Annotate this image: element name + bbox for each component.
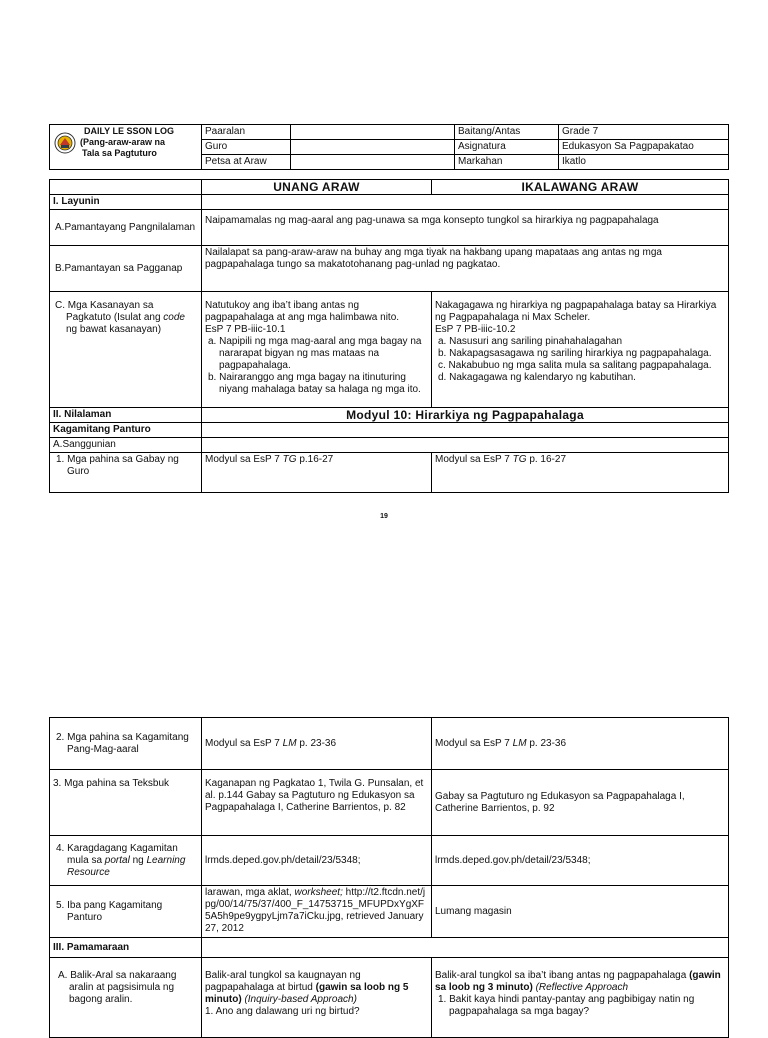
label-asignatura: Asignatura [455,140,559,155]
column-ikalawang-araw: IKALAWANG ARAW [432,180,729,195]
iba-day1: larawan, mga aklat, worksheet; http://t2.ftcdn.net/jpg/00/14/75/37/400_F_14753715_MFUPDxYgXF5A5h9pe9ygpyLjm7a7iCku.jpg, retrieved January 27, 2012 [202,886,432,938]
value-markahan: Ikatlo [559,155,729,170]
lesson-table [49,179,729,493]
text-pamantayan-pagganap: Nailalapat sa pang-araw-araw na buhay ang mga tiyak na hakbang upang mapataas ang antas ng mga pagpapahalaga tungo sa makatotohanang pag-unlad ng pagkatao. [202,246,729,292]
deped-seal-icon [54,132,76,154]
modyul-title: Modyul 10: Hirarkiya ng Pagpapahalaga [202,408,729,423]
label-markahan: Markahan [455,155,559,170]
label-guro: Guro [202,140,291,155]
daily-lesson-log-title [50,125,202,170]
text-pamantayang-pangnilalaman: Naipamamalas ng mag-aaral ang pag-unawa sa mga konsepto tungkol sa hirarkiya ng pagpapahalaga [202,210,729,246]
label-iba-pang-kagamitan: 5. Iba pang Kagamitang Panturo [50,886,202,938]
section-kagamitan: Kagamitang Panturo [50,423,202,438]
iba-day2: Lumang magasin [432,886,729,938]
label-pamantayang-pangnilalaman: A.Pamantayang Pangnilalaman [50,210,202,246]
kasanayan-day1: Natutukoy ang iba’t ibang antas ng pagpapahalaga at ang mga halimbawa nito. EsP 7 PB-iiic-10.1 a. Napipili ng mga mag-aaral ang mga bagay na nararapat bigyan ng mas mataas na pagpapahalaga. b. Nairaranggo ang mga bagay na itinuturing niyang mahalaga batay sa halaga ng mga ito. [202,292,432,408]
value-guro [291,140,455,155]
label-petsa: Petsa at Araw [202,155,291,170]
karagdagang-day2: lrmds.deped.gov.ph/detail/23/5348; [432,836,729,886]
lm-day1: Modyul sa EsP 7 LM p. 23-36 [202,718,432,770]
label-teksbuk: 3. Mga pahina sa Teksbuk [50,770,202,836]
balik-day1: Balik-aral tungkol sa kaugnayan ng pagpapahalaga at birtud (gawin sa loob ng 5 minuto) (Inquiry-based Approach) 1. Ano ang dalawang uri ng birtud? [202,958,432,1038]
lesson-table-continued [49,717,729,1038]
gabay-day2: Modyul sa EsP 7 TG p. 16-27 [432,453,729,493]
label-balik-aral: A. Balik-Aral sa nakaraang aralin at pagsisimula ng bagong aralin. [50,958,202,1038]
lm-day2: Modyul sa EsP 7 LM p. 23-36 [432,718,729,770]
label-paaralan: Paaralan [202,125,291,140]
section-nilalaman: II. Nilalaman [50,408,202,423]
section-pamamaraan: III. Pamamaraan [50,938,202,958]
label-gabay-guro: 1. Mga pahina sa Gabay ng Guro [50,453,202,493]
value-paaralan [291,125,455,140]
section-layunin: I. Layunin [50,195,202,210]
title-line-2: (Pang-araw-araw na [80,137,166,147]
title-line-3: Tala sa Pagtuturo [82,148,157,158]
label-sanggunian: A.Sanggunian [50,438,202,453]
column-unang-araw: UNANG ARAW [202,180,432,195]
header-table [49,124,729,170]
label-kasanayan: C. Mga Kasanayan sa Pagkatuto (Isulat ang code ng bawat kasanayan) [50,292,202,408]
label-karagdagang: 4. Karagdagang Kagamitan mula sa portal ng Learning Resource [50,836,202,886]
value-petsa [291,155,455,170]
title-line-1: DAILY LE SSON LOG [84,126,175,136]
teksbuk-day1: Kaganapan ng Pagkatao 1, Twila G. Punsalan, et al. p.144 Gabay sa Pagtuturo ng Edukasyon sa Pagpapahalaga I, Catherine Barrientos, p. 82 [202,770,432,836]
balik-day2: Balik-aral tungkol sa iba’t ibang antas ng pagpapahalaga (gawin sa loob ng 3 minuto) (Reflective Approach 1. Bakit kaya hindi pantay-pantay ang pagbibigay natin ng pagpapahalaga sa mga bagay? [432,958,729,1038]
teksbuk-day2: Gabay sa Pagtuturo ng Edukasyon sa Pagpapahalaga I, Catherine Barrientos, p. 92 [432,770,729,836]
kasanayan-day2: Nakagagawa ng hirarkiya ng pagpapahalaga batay sa Hirarkiya ng Pagpapahalaga ni Max Scheler. EsP 7 PB-iiic-10.2 a. Nasusuri ang sariling pinahahalagahan b. Nakapagsasagawa ng sariling hirarkiya ng pagpapahalaga. c. Nakabubuo ng mga salita mula sa salitang pagpapahalaga. d. Nakagagawa ng kalendaryo ng kabutihan. [432,292,729,408]
page-number: 19 [380,513,388,520]
value-baitang: Grade 7 [559,125,729,140]
karagdagang-day1: lrmds.deped.gov.ph/detail/23/5348; [202,836,432,886]
gabay-day1: Modyul sa EsP 7 TG p.16-27 [202,453,432,493]
value-asignatura: Edukasyon Sa Pagpapakatao [559,140,729,155]
label-pamantayan-pagganap: B.Pamantayan sa Pagganap [50,246,202,292]
label-baitang: Baitang/Antas [455,125,559,140]
label-lm-pages: 2. Mga pahina sa Kagamitang Pang-Mag-aaral [50,718,202,770]
